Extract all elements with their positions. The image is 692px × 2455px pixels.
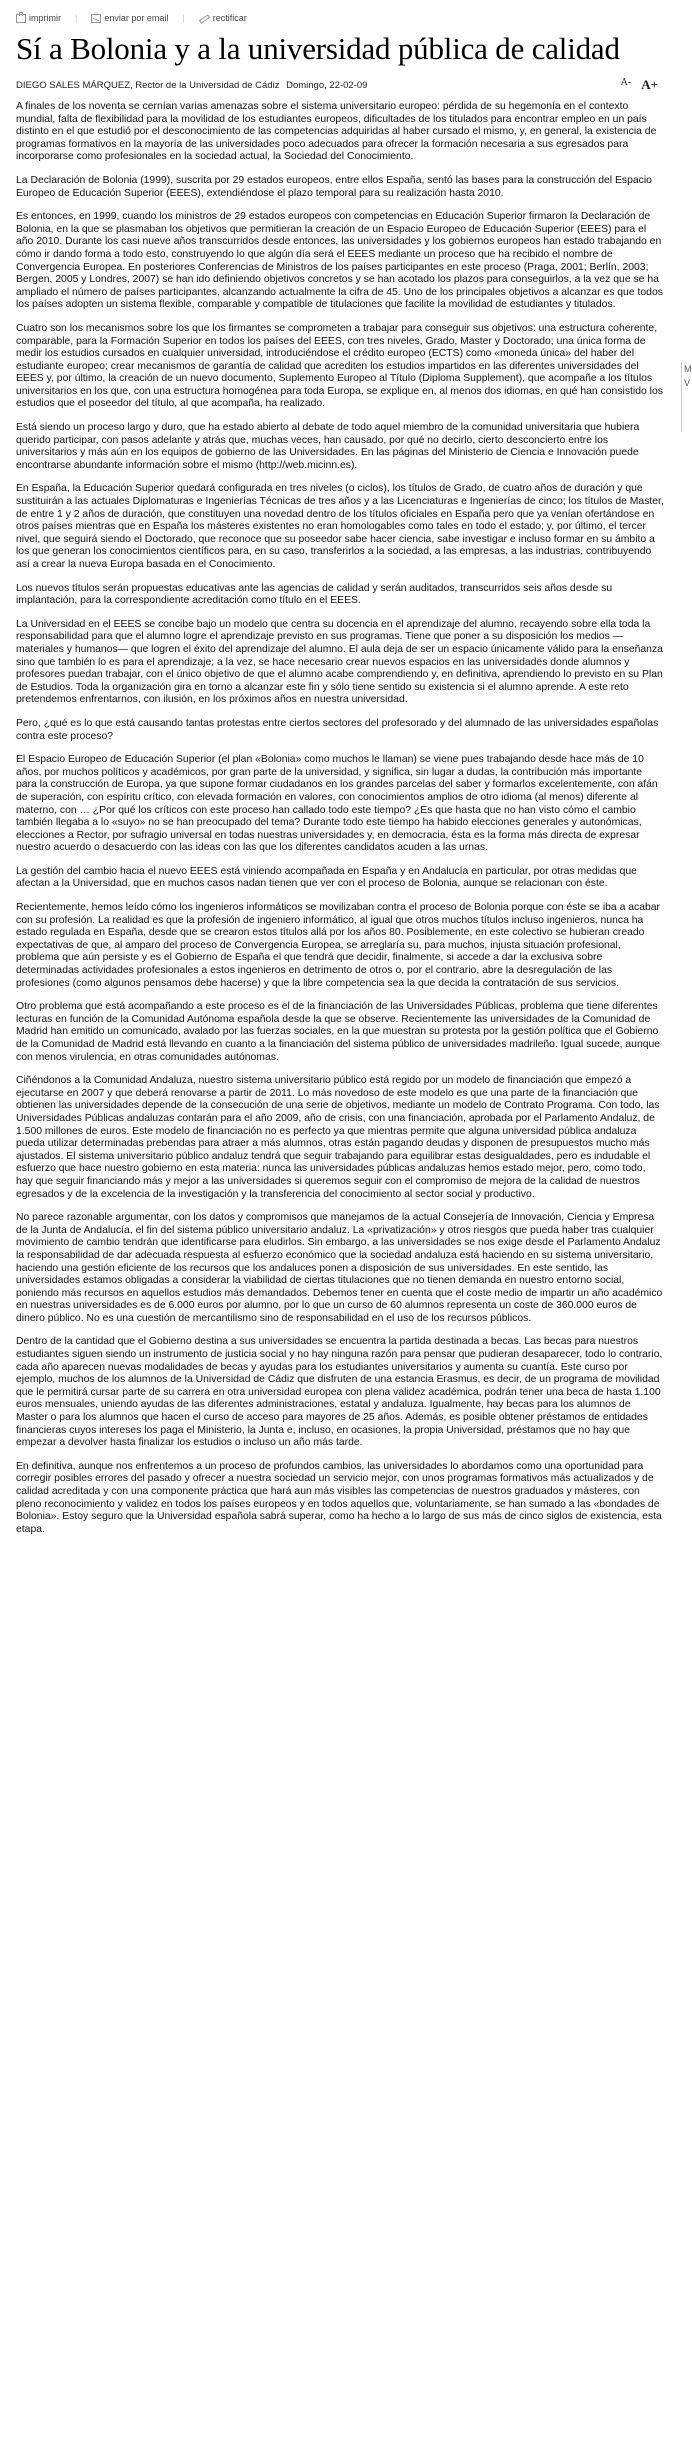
article-paragraph: La Declaración de Bolonia (1999), suscrita por 29 estados europeos, entre ellos España, sentó las bases para la construcción del Espacio Europeo de Educación Superior (EEES), extendiéndose el plazo temporal para su realización hasta 2010. [16,174,652,199]
article-paragraph: La Universidad en el EEES se concibe bajo un modelo que centra su docencia en el aprendizaje del alumno, recayendo sobre ella toda la responsabilidad para que el alumno logre el aprendizaje previsto en sus programas. Tiene que poner a su disposición los medios —materiales y humanos— que logren el éxito del aprendizaje del alumno. El aula deja de ser un espacio únicamente válido para la enseñanza sino que también lo es para el aprendizaje; a la vez, se hace necesario crear nuevos espacios en las universidades donde alumnos y profesores puedan trabajar, con el único objetivo de que el alumno acabe comprendiendo y, en definitiva, aprendiendo lo previsto en su Plan de Estudios. Toda la organización gira en torno a alcanzar este fin y sólo tiene sentido su existencia si el alumno aprende. A este reto pretendemos enfrentarnos, con ilusión, en los próximos años en nuestra universidad. [16,618,663,706]
article-paragraph: Cuatro son los mecanismos sobre los que los firmantes se comprometen a trabajar para conseguir sus objetivos: una estructura coherente, comparable, para la Formación Superior en todos los países del EEES, con tres niveles, Grado, Master y Doctorado; una única forma de medir los estudios cursados en cualquier universidad, introduciéndose el crédito europeo (ECTS) como «moneda única» del haber del estudiante europeo; crear mecanismos de garantía de calidad que acrediten los estudios impartidos en las diferentes universidades del EEES y, por último, la creación de un nuevo documento, Suplemento Europeo al Título (Diploma Supplement), que acompañe a los títulos universitarios en los que, con una estructura homogénea para toda Europa, se explique en, al menos dos idiomas, en qué han consistido los estudios que el poseedor del título, al que acompaña, ha realizado. [16,322,663,410]
article-toolbar [16,9,664,27]
article-paragraph: No parece razonable argumentar, con los datos y compromisos que manejamos de la actual Consejería de Innovación, Ciencia y Empresa de la Junta de Andalucía, el fin del sistema público universitario andaluz. La «privatización» y otros riesgos que pueda haber tras cualquier movimiento de cambio tendrán que identificarse para eludirlos. Sin embargo, a las universidades se nos exige desde el Parlamento Andaluz la responsabilidad de dar adecuada respuesta al esfuerzo económico que la sociedad andaluza está haciendo en su sistema universitario, haciendo una gestión eficiente de los recursos que los andaluces ponen a disposición de sus universidades. En este sentido, las universidades estamos obligadas a considerar la viabilidad de ciertas titulaciones que no tienen demanda en nuestro entorno social, poniendo más recursos en aquellos estudios más demandados. Debemos tener en cuenta que el coste medio de impartir un año académico en nuestras universidades es de 6.000 euros por alumno, por lo que un curso de 60 alumnos representa un coste de 360.000 euros de dinero público. No es una cuestión de mercantilismo sino de responsabilidad en el uso de los recursos públicos. [16,1212,663,1324]
article-paragraph: Los nuevos títulos serán propuestas educativas ante las agencias de calidad y serán auditados, transcurridos seis años desde su implantación, para la correspondiente acreditación como título en el EEES. [16,582,613,607]
article-paragraph: Ciñéndonos a la Comunidad Andaluza, nuestro sistema universitario público está regido por un modelo de financiación que empezó a ejecutarse en 2007 y que deberá renovarse a partir de 2011. Lo más novedoso de este modelo es que una parte de la financiación que obtienen las universidades depende de la consecución de una serie de objetivos, mediante un modelo de Contrato Programa. Con todo, las Universidades Públicas andaluzas contarán para el año 2009, año de crisis, con una financiación, aprobada por el Parlamento Andaluz, de 1.500 millones de euros. Este modelo de financiación no es perfecto ya que mientras permite que alguna universidad pública andaluza pueda utilizar determinadas prebendas para atraer a más alumnos, otras están pagando deudas y disponen de presupuestos mucho más ajustados. El sistema universitario público andaluz tendrá que seguir trabajando para equilibrar estas desigualdades, pero es indudable el esfuerzo que hace nuestro gobierno en esta materia: nunca las universidades públicas andaluzas hemos estado mejor, pero, como todo, hay que seguir financiando más y mejor a las universidades si queremos seguir con el compromiso de mejora de la calidad de nuestros egresados y de la excelencia de la investigación y la transferencia del conocimiento al sector social y productivo. [16,1075,660,1200]
side-panel-edge[interactable] [681,362,692,432]
side-tab-letter: V [684,378,691,388]
article-paragraph: La gestión del cambio hacia el nuevo EEES está viniendo acompañada en España y en Andalucía en particular, por otras medidas que afectan a la Universidad, que en muchos casos nadan tienen que ver con el proceso de Bolonia, aunque se relacionan con éste. [16,865,637,890]
increase-font-button[interactable]: A+ [641,77,658,92]
article-body [16,101,664,1536]
article-paragraph: El Espacio Europeo de Educación Superior (el plan «Bolonia» como muchos le llaman) se viene pues trabajando desde hace más de 10 años, por muchos políticos y académicos, por gran parte de la universidad, y significa, sin lugar a dudas, la contribución más importante para la construcción de Europa, ya que supone formar ciudadanos en los grandes parcelas del saber y formarlos excelentemente, con afán de superación, con espíritu crítico, con elevada formación en valores, con conocimientos amplios de otro idioma (al menos) diferente al materno, con … ¿Por qué los críticos con este proceso han callado todo este tiempo? ¿Es que hasta que no han visto cómo el cambio también llegaba a lo «suyo» no se han preocupado del tema? Durante todo este tiempo ha habido elecciones generales y autonómicas, elecciones a Rector, por sufragio universal en todas nuestras universidades y, en democracia, ésta es la forma más directa de expresar nuestro acuerdo o desacuerdo con las ideas con las que los diferentes candidatos acuden a las urnas. [16,754,658,854]
article-paragraph: Está siendo un proceso largo y duro, que ha estado abierto al debate de todo aquel miembro de la comunidad universitaria que hubiera querido participar, con pasos adelante y atrás que, muchas veces, han causado, por qué no decirlo, cierto desconcierto entre los universitarios y más aún en los equipos de gobierno de las Universidades. En las páginas del Ministerio de Ciencia e Innovación puede encontrarse abundante información sobre el mismo (http://web.micinn.es). [16,422,640,471]
rectify-button[interactable] [199,13,247,23]
article-paragraph: Dentro de la cantidad que el Gobierno destina a sus universidades se encuentra la partida destinada a becas. Las becas para nuestros estudiantes siguen siendo un instrumento de justicia social y no hay ninguna razón para pensar que pudieran desaparecer, todo lo contrario, cada año aparecen nuevas modalidades de becas y ayudas para los estudiantes universitarios y aumenta su cuantía. Este curso por ejemplo, muchos de los alumnos de la Universidad de Cádiz que disfruten de una estancia Erasmus, es decir, de un programa de movilidad que le permitirá cursar parte de su carrera en otra universidad europea con plena validez académica, podrán tener una beca de hasta 1.100 euros mensuales, uniendo ayudas de las diferentes administraciones, estatal y andaluza. Igualmente, hay becas para los alumnos de Master o para los alumnos que hacen el curso de acceso para mayores de 25 años. Además, es posible obtener préstamos de entidades financieras cuyos intereses los paga el Ministerio, la Junta e, incluso, en ocasiones, la propia Universidad, préstamos que no hay que empezar a devolver hasta finalizar los estudios o incluso un año más tarde. [16,1336,663,1449]
article-paragraph: Otro problema que está acompañando a este proceso es el de la financiación de las Universidades Públicas, problema que tiene diferentes lecturas en función de la Comunidad Autónoma española desde la que se observe. Recientemente las universidades de la Comunidad de Madrid han emitido un comunicado, avalado por las fuerzas sociales, en la que muestran su protesta por la gestión política que el Gobierno de la Comunidad de Madrid está llevando en cuanto a la financiación del sistema público de universidades madrileño. Igual sucede, aunque con menos virulencia, en otras comunidades autónomas. [16,1001,661,1063]
decrease-font-button[interactable]: A- [620,77,632,88]
pencil-icon [199,14,210,24]
article-paragraph: Pero, ¿qué es lo que está causando tantas protestas entre ciertos sectores del profesorado y del alumnado de las universidades españolas contra este proceso? [16,717,659,742]
email-button[interactable] [91,13,168,23]
article-paragraph: En definitiva, aunque nos enfrentemos a un proceso de profundos cambios, las universidades lo abordamos como una oportunidad para corregir posibles errores del pasado y ofrecer a nuestra sociedad un servicio mejor, con unos programas formativos más actualizados y de calidad acreditada y con una componente práctica que hará aun más visibles las competencias de nuestros graduados y másteres, con pleno reconocimiento y validez en todos los países europeos y en todos aquellos que, voluntariamente, se han sumado a las «bondades de Bolonia». Estoy seguro que la Universidad española sabrá superar, como ha hecho a lo largo de sus más de cinco siglos de existencia, esta etapa. [16,1460,662,1535]
toolbar-divider: | [75,13,78,23]
article-paragraph: En España, la Educación Superior quedará configurada en tres niveles (o ciclos), los títulos de Grado, de cuatro años de duración y que sustituirán a las actuales Diplomaturas e Ingenierías Técnicas de tres años y a las Licenciaturas e Ingenierías de cinco; los títulos de Master, de entre 1 y 2 años de duración, que constituyen una novedad dentro de los títulos oficiales en España pero que ya venían ofertándose en otros países mientras que en España los másteres existentes no eran homologables como tales en todo el estado; y, por último, el tercer nivel, que seguirá siendo el Doctorado, que reconoce que su poseedor sabe hacer ciencia, sabe investigar e incluso formar en su ámbito a los que generan los conocimientos científicos para, en su caso, transferirlos a la sociedad, a las empresas, a las industrias, contribuyendo así a crear la nueva Europa basada en el Conocimiento. [16,483,664,570]
article-paragraph: A finales de los noventa se cernían varias amenazas sobre el sistema universitario europeo: pérdida de su hegemonía en el contexto mundial, falta de flexibilidad para la movilidad de los estudiantes europeos, dificultades de los titulados para encontrar empleo en un país distinto en el que estudió por el desconocimiento de las competencias adquiridas al haber cursado el mismo, y, en general, la existencia de programas formativos en la mayoría de las universidades poco adecuados para ofrecer la formación necesaria a sus egresados para incorporarse como profesionales en la sociedad actual, la Sociedad del Conocimiento. [16,101,657,163]
publish-date: Domingo, 22-02-09 [286,79,368,91]
author-name: DIEGO SALES MÁRQUEZ, Rector de la Universidad de Cádiz [16,79,280,91]
email-label: enviar por email [104,13,169,23]
envelope-icon [91,14,101,23]
side-tab-letter: M [684,364,692,374]
article-paragraph: Recientemente, hemos leído cómo los ingenieros informáticos se movilizaban contra el proceso de Bolonia porque con éste se iba a acabar con su profesión. La realidad es que la profesión de ingeniero informático, al igual que otros muchos títulos incluso ingenieros, nunca ha estado regulada en España, desde que se crearon estos títulos allá por los años 80. Posiblemente, en este colectivo se hubieran creado expectativas de que, al amparo del proceso de Convergencia Europea, se arreglaría su, para muchos, injusta situación profesional, problema que aún persiste y es el Gobierno de España el que tendrá que decidir, finalmente, si accede a dar la exclusiva sobre determinadas actividades profesionales a estos ingenieros en detrimento de otros o, por el contrario, abre la desregulación de las profesiones (como algunos pensamos debe hacerse) y que la libre competencia sea la que decida la contratación de sus servicios. [16,902,661,989]
print-button[interactable] [16,13,61,23]
printer-icon [16,14,26,23]
byline [16,77,664,93]
article-paragraph: Es entonces, en 1999, cuando los ministros de 29 estados europeos con competencias en Educación Superior firmaron la Declaración de Bolonia, en la que se plasmaban los objetivos que permitieran la creación de un Espacio Europeo de Educación Superior (EEES) para el año 2010. Durante los casi nueve años transcurridos desde entonces, las universidades y los gobiernos europeos han estado trabajando en cómo ir dando forma a todo esto, construyendo lo que algún día será el EEES mediante un proceso que ha recibido el nombre de Convergencia Europea. En posteriores Conferencias de Ministros de los países participantes en este proceso (Praga, 2001; Berlín, 2003; Bergen, 2005 y Londres, 2007) se han ido definiendo objetivos concretos y se han acotado los plazos para conseguirlos, a la vez que se ha ampliado el número de países participantes, alcanzando actualmente la cifra de 45. Uno de los principales objetivos a alcanzar es que todos los países adopten un sistema flexible, comparable y compatible de titulaciones que facilite la movilidad de estudiantes y titulados. [16,211,663,311]
rectify-label: rectificar [212,13,247,23]
font-size-controls [621,77,658,93]
toolbar-divider: | [182,13,185,23]
article-title: Sí a Bolonia y a la universidad pública de calidad [16,31,620,66]
print-label: imprimir [29,13,61,23]
